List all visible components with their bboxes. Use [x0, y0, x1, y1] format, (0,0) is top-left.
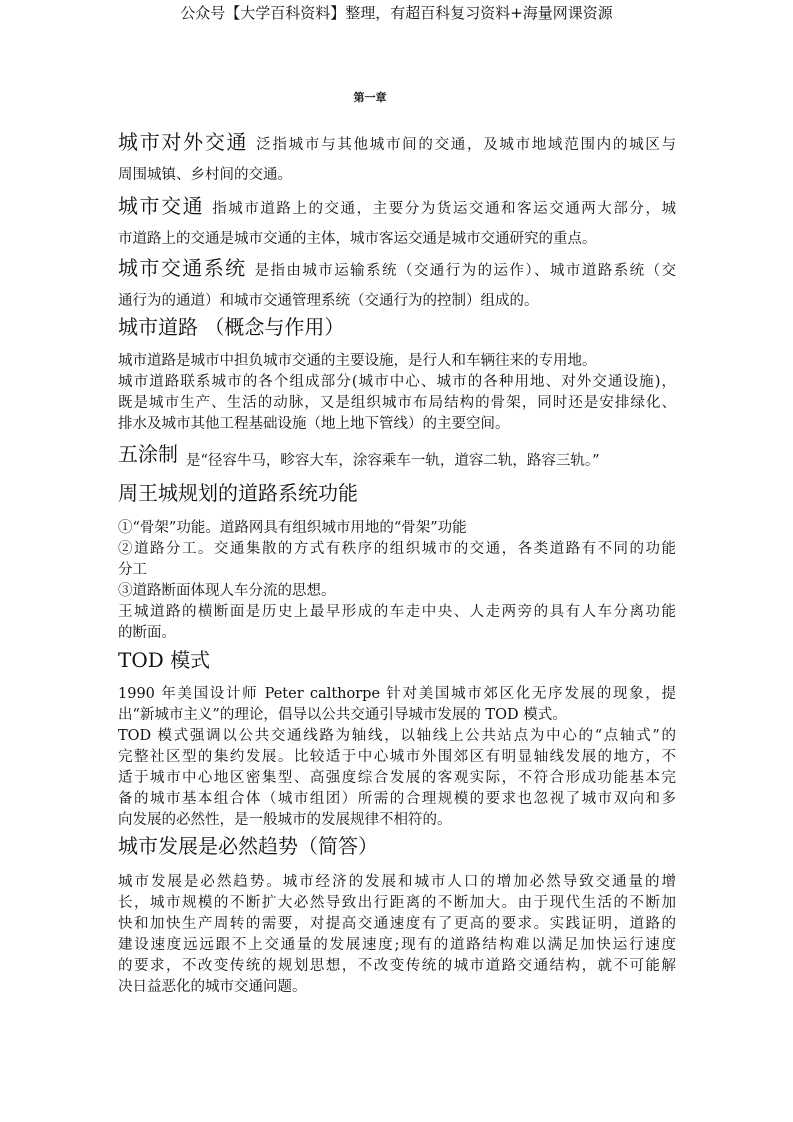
section-heading-trend: 城市发展是必然趋势（简答）	[118, 834, 378, 858]
definition-external-traffic: 城市对外交通 泛指城市与其他城市间的交通，及城市地域范围内的城区与 周围城镇、乡村间的交通。	[118, 130, 677, 183]
wutu-definition: 五涂制 是“径容牛马，畛容大车，涂容乘车一轨，道容二轨，路容三轨。”	[118, 442, 600, 469]
trend-paragraph: 城市发展是必然趋势。城市经济的发展和城市人口的增加必然导致交通量的增 长，城市规模的不断扩大必然导致出行距离的不断加大。由于现代生活的不断加 快和加快生产周转的需要，对提高交通速度有了更高的要求。实践证明，道路的 建设速度远远跟不上交通量的发展速度;现有的道路结构难以满足加快运行速度 的要求，不改变传统的规划思想，不改变传统的城市道路交通结构，就不可能解 决日益恶化的城市交通问题。	[118, 874, 676, 995]
tod-paragraph: 1990 年美国设计师 Peter calthorpe 针对美国城市郊区化无序发展的现象，提 出“新城市主义”的理论，倡导以公共交通引导城市发展的 TOD 模式。 TOD 模式强调以公共交通线路为轴线，以轴线上公共站点为中心的“点轴式”的 完整社区型的集约发展。比较适于中心城市外围郊区有明显轴线发展的地方，不 适于城市中心地区密集型、高强度综合发展的客观实际，不符合形成功能基本完 备的城市基本组合体（城市组团）所需的合理规模的要求也忽视了城市双向和多 向发展的必然性，是一般城市的发展规律不相符的。	[118, 686, 676, 828]
definition-traffic-system: 城市交通系统 是指由城市运输系统（交通行为的运作）、城市道路系统（交 通行为的通道）和城市交通管理系统（交通行为的控制）组成的。	[118, 256, 676, 309]
section-heading-zhou: 周王城规划的道路系统功能	[118, 481, 358, 505]
term: 城市交通	[118, 194, 205, 218]
page-header: 公众号【大学百科资料】整理，有超百科复习资料+海量网课资源	[180, 4, 613, 22]
chapter-title: 第一章	[353, 91, 387, 104]
term: 城市对外交通	[118, 130, 249, 154]
term: 城市交通系统	[118, 256, 247, 280]
section-heading-tod: TOD 模式	[118, 648, 211, 672]
zhou-list: ①“骨架”功能。道路网具有组织城市用地的“骨架”功能 ②道路分工。交通集散的方式有秩序的组织城市的交通，各类道路有不同的功能 分工 ③道路断面体现人车分流的思想。 王城道路的横断面是历史上最早形成的车走中央、人走两旁的具有人车分离功能 的断面。	[118, 520, 676, 641]
term: 五涂制	[118, 442, 178, 466]
section-heading-road: 城市道路 （概念与作用）	[118, 315, 345, 339]
road-paragraph: 城市道路是城市中担负城市交通的主要设施，是行人和车辆往来的专用地。 城市道路联系城市的各个组成部分(城市中心、城市的各种用地、对外交通设施)， 既是城市生产、生活的动脉，又是组织城市布局结构的骨架，同时还是安排绿化、 排水及城市其他工程基础设施（地上地下管线）的主要空间。	[118, 353, 676, 432]
definition-urban-traffic: 城市交通 指城市道路上的交通，主要分为货运交通和客运交通两大部分，城 市道路上的交通是城市交通的主体，城市客运交通是城市交通研究的重点。	[118, 194, 676, 247]
